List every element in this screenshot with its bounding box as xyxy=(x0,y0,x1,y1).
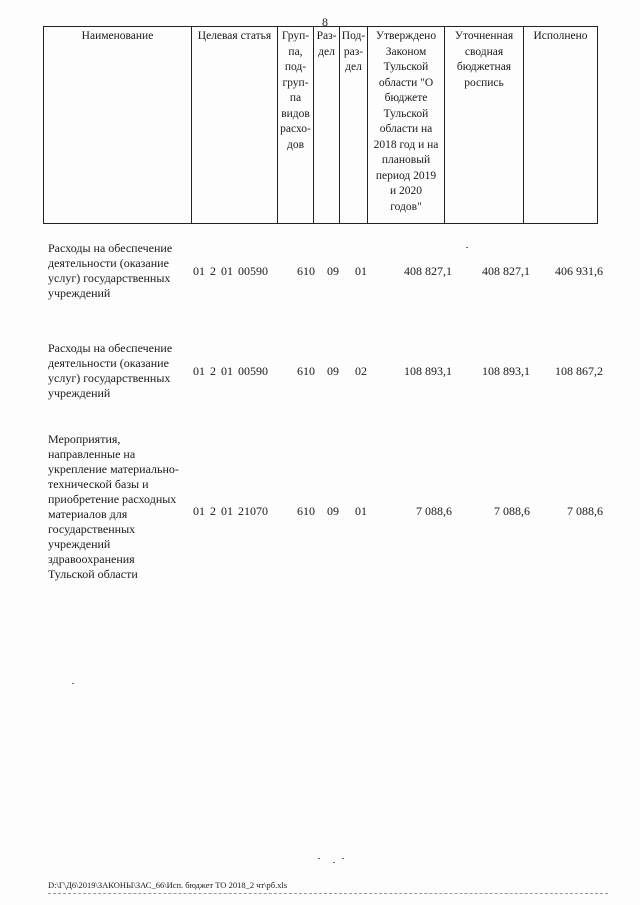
row-executed: 108 867,2 xyxy=(555,364,603,378)
row-vid: 610 xyxy=(297,504,315,518)
header-revised: Уточненная сводная бюджетная роспись xyxy=(445,27,524,224)
row-approved: 7 088,6 xyxy=(416,504,452,518)
row-code: 01 2 01 00590 xyxy=(193,364,268,378)
page-number: 8 xyxy=(322,15,328,29)
scan-speck xyxy=(318,858,320,859)
scan-speck xyxy=(466,247,468,248)
row-vid: 610 xyxy=(297,264,315,278)
row-approved: 108 893,1 xyxy=(404,364,452,378)
row-name: Мероприятия, направленные на укрепление материально- технической базы и приобретение расходных материалов для государственных учреждений здравоохранения Тульской области xyxy=(48,432,179,581)
row-vid: 610 xyxy=(297,364,315,378)
row-code: 01 2 01 00590 xyxy=(193,264,268,278)
row-podrazdel: 02 xyxy=(355,364,367,378)
header-section: Раз- дел xyxy=(314,27,340,224)
row-name: Расходы на обеспечение деятельности (оказание услуг) государственных учреждений xyxy=(48,341,173,400)
scan-speck xyxy=(342,858,344,859)
header-name: Наименование xyxy=(44,27,192,224)
footer-file-path: D:\Г\Д6\2019\ЗАКОНЫ\ЗАС_66\Исп. бюджет ТО 2018_2 чт\рб.xls xyxy=(48,880,288,890)
row-razdel: 09 xyxy=(327,264,339,278)
header-expense-group: Груп- па, под- груп- па видов расхо- дов xyxy=(278,27,314,224)
row-executed: 7 088,6 xyxy=(567,504,603,518)
row-name: Расходы на обеспечение деятельности (оказание услуг) государственных учреждений xyxy=(48,241,173,300)
row-revised: 108 893,1 xyxy=(482,364,530,378)
footer-divider xyxy=(48,893,608,894)
row-approved: 408 827,1 xyxy=(404,264,452,278)
header-target-article: Целевая статья xyxy=(192,27,278,224)
header-executed: Исполнено xyxy=(524,27,598,224)
header-approved: Утверждено Законом Тульской области "О бюджете Тульской области на 2018 год и на плановый период 2019 и 2020 годов" xyxy=(368,27,445,224)
table-header xyxy=(43,26,598,224)
scan-speck xyxy=(333,862,335,863)
row-code: 01 2 01 21070 xyxy=(193,504,268,518)
row-razdel: 09 xyxy=(327,364,339,378)
row-revised: 408 827,1 xyxy=(482,264,530,278)
row-razdel: 09 xyxy=(327,504,339,518)
row-revised: 7 088,6 xyxy=(494,504,530,518)
header-subsection: Под- раз- дел xyxy=(340,27,368,224)
row-executed: 406 931,6 xyxy=(555,264,603,278)
scan-speck xyxy=(72,683,74,684)
row-podrazdel: 01 xyxy=(355,504,367,518)
row-podrazdel: 01 xyxy=(355,264,367,278)
